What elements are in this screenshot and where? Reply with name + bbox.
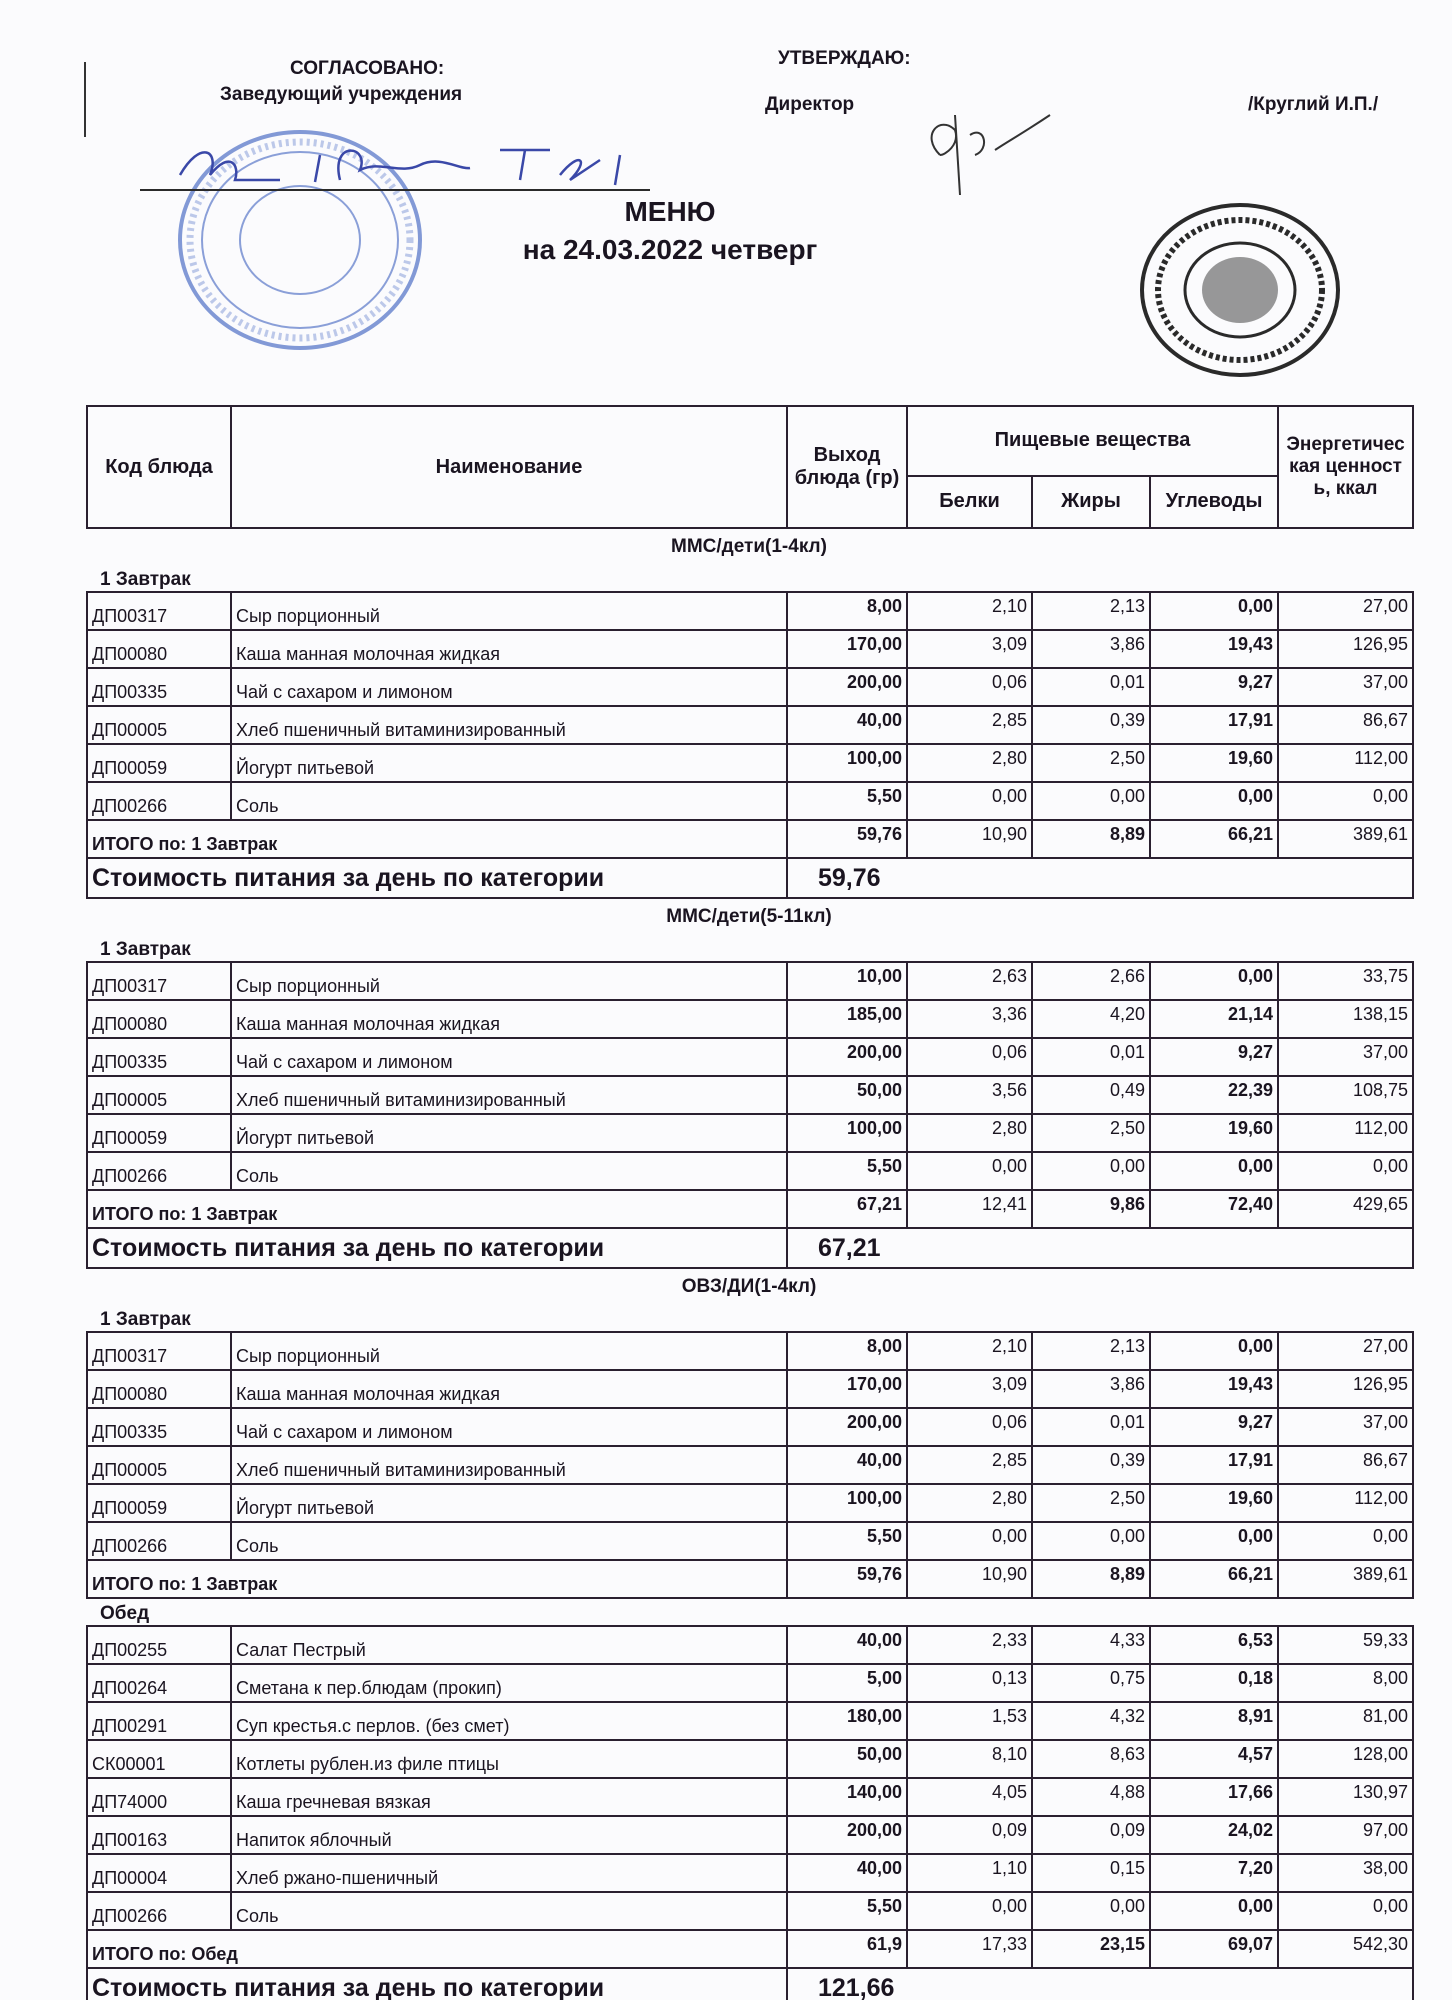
table-row [87, 1892, 1413, 1930]
dish-code: ДП00317 [87, 592, 231, 630]
dish-carbs: 9,27 [1150, 1038, 1278, 1076]
dish-fat: 2,66 [1032, 962, 1150, 1000]
dish-carbs: 9,27 [1150, 668, 1278, 706]
dish-fat: 4,32 [1032, 1702, 1150, 1740]
total-label: ИТОГО по: Обед [87, 1930, 787, 1968]
dish-carbs: 22,39 [1150, 1076, 1278, 1114]
dish-name: Соль [231, 1152, 787, 1190]
approval-left-position: Заведующий учреждения [220, 84, 463, 105]
dish-fat: 0,01 [1032, 1038, 1150, 1076]
dish-output: 100,00 [787, 1114, 907, 1152]
dish-protein: 3,09 [907, 630, 1032, 668]
dish-output: 5,50 [787, 1522, 907, 1560]
total-energy: 389,61 [1278, 820, 1413, 858]
section-title: ОВЗ/ДИ(1-4кл) [681, 1276, 817, 1297]
dish-output: 180,00 [787, 1702, 907, 1740]
total-fat: 9,86 [1032, 1190, 1150, 1228]
menu-section [86, 529, 1412, 899]
dish-fat: 0,00 [1032, 1892, 1150, 1930]
dish-code: ДП00335 [87, 1038, 231, 1076]
dish-energy: 126,95 [1278, 630, 1413, 668]
dish-fat: 0,39 [1032, 706, 1150, 744]
approval-right-position: Директор [765, 94, 855, 115]
dish-energy: 112,00 [1278, 744, 1413, 782]
dish-output: 40,00 [787, 1626, 907, 1664]
dish-output: 8,00 [787, 1332, 907, 1370]
dish-output: 5,50 [787, 1152, 907, 1190]
dish-energy: 0,00 [1278, 1892, 1413, 1930]
dish-fat: 4,88 [1032, 1778, 1150, 1816]
dish-energy: 86,67 [1278, 706, 1413, 744]
dish-name: Хлеб ржано-пшеничный [231, 1854, 787, 1892]
table-row [87, 1332, 1413, 1370]
dish-code: ДП00335 [87, 668, 231, 706]
table-row [87, 1000, 1413, 1038]
dish-protein: 1,53 [907, 1702, 1032, 1740]
table-header [86, 405, 1414, 529]
total-row [87, 1930, 1413, 1968]
dish-energy: 37,00 [1278, 1038, 1413, 1076]
total-fat: 8,89 [1032, 1560, 1150, 1598]
dish-name: Чай с сахаром и лимоном [231, 668, 787, 706]
total-row [87, 1560, 1413, 1598]
dish-name: Хлеб пшеничный витаминизированный [231, 706, 787, 744]
dish-energy: 130,97 [1278, 1778, 1413, 1816]
dish-fat: 0,00 [1032, 1152, 1150, 1190]
dish-name: Йогурт питьевой [231, 1484, 787, 1522]
dish-energy: 37,00 [1278, 1408, 1413, 1446]
dish-protein: 2,80 [907, 1114, 1032, 1152]
table-row [87, 1740, 1413, 1778]
dish-code: ДП00004 [87, 1854, 231, 1892]
dish-protein: 0,06 [907, 668, 1032, 706]
dish-output: 185,00 [787, 1000, 907, 1038]
dish-name: Сыр порционный [231, 1332, 787, 1370]
dish-name: Суп крестья.с перлов. (без смет) [231, 1702, 787, 1740]
total-label: ИТОГО по: 1 Завтрак [87, 820, 787, 858]
dish-protein: 0,00 [907, 1892, 1032, 1930]
total-energy: 542,30 [1278, 1930, 1413, 1968]
dish-output: 100,00 [787, 744, 907, 782]
total-row [87, 1190, 1413, 1228]
dish-protein: 3,56 [907, 1076, 1032, 1114]
dish-carbs: 17,91 [1150, 706, 1278, 744]
dish-code: ДП00059 [87, 744, 231, 782]
dish-protein: 0,06 [907, 1038, 1032, 1076]
dish-name: Соль [231, 782, 787, 820]
left-signature [140, 130, 660, 200]
dish-protein: 0,13 [907, 1664, 1032, 1702]
dish-fat: 0,75 [1032, 1664, 1150, 1702]
dish-code: ДП00264 [87, 1664, 231, 1702]
total-output: 67,21 [787, 1190, 907, 1228]
dish-code: ДП00005 [87, 1076, 231, 1114]
dish-protein: 0,00 [907, 782, 1032, 820]
dish-output: 40,00 [787, 1854, 907, 1892]
dish-fat: 0,00 [1032, 1522, 1150, 1560]
meal-table [86, 961, 1414, 1269]
meal-table [86, 1625, 1414, 2000]
dish-fat: 3,86 [1032, 1370, 1150, 1408]
dish-fat: 0,00 [1032, 782, 1150, 820]
dish-name: Чай с сахаром и лимоном [231, 1408, 787, 1446]
dish-carbs: 7,20 [1150, 1854, 1278, 1892]
dish-carbs: 4,57 [1150, 1740, 1278, 1778]
section-title: ММС/дети(1-4кл) [671, 536, 827, 557]
dish-protein: 0,00 [907, 1522, 1032, 1560]
dish-name: Чай с сахаром и лимоном [231, 1038, 787, 1076]
dish-carbs: 0,00 [1150, 1892, 1278, 1930]
black-stamp [1130, 195, 1350, 385]
dish-energy: 138,15 [1278, 1000, 1413, 1038]
dish-energy: 27,00 [1278, 592, 1413, 630]
dish-code: ДП00266 [87, 1522, 231, 1560]
dish-code: ДП00059 [87, 1114, 231, 1152]
dish-energy: 128,00 [1278, 1740, 1413, 1778]
total-output: 59,76 [787, 1560, 907, 1598]
table-row [87, 962, 1413, 1000]
header-code: Код блюда [87, 406, 231, 528]
total-output: 59,76 [787, 820, 907, 858]
dish-code: ДП00163 [87, 1816, 231, 1854]
total-carbs: 66,21 [1150, 1560, 1278, 1598]
meal-label: 1 Завтрак [100, 569, 191, 590]
dish-protein: 0,00 [907, 1152, 1032, 1190]
table-row [87, 1816, 1413, 1854]
dish-protein: 1,10 [907, 1854, 1032, 1892]
meal-label: Обед [100, 1603, 150, 1624]
dish-protein: 2,63 [907, 962, 1032, 1000]
dish-name: Каша манная молочная жидкая [231, 1000, 787, 1038]
dish-protein: 4,05 [907, 1778, 1032, 1816]
approval-right-name: /Круглий И.П./ [1248, 94, 1379, 115]
dish-energy: 37,00 [1278, 668, 1413, 706]
menu-section [86, 899, 1412, 1269]
total-protein: 10,90 [907, 820, 1032, 858]
total-protein: 10,90 [907, 1560, 1032, 1598]
dish-code: ДП00255 [87, 1626, 231, 1664]
dish-carbs: 9,27 [1150, 1408, 1278, 1446]
dish-code: ДП74000 [87, 1778, 231, 1816]
dish-carbs: 19,43 [1150, 1370, 1278, 1408]
section-title: ММС/дети(5-11кл) [666, 906, 832, 927]
dish-protein: 2,10 [907, 592, 1032, 630]
meal-table [86, 1331, 1414, 1599]
dish-code: ДП00005 [87, 1446, 231, 1484]
dish-code: ДП00266 [87, 782, 231, 820]
total-protein: 17,33 [907, 1930, 1032, 1968]
approval-right-heading: УТВЕРЖДАЮ: [778, 48, 911, 69]
dish-output: 170,00 [787, 1370, 907, 1408]
dish-code: ДП00080 [87, 1000, 231, 1038]
table-row [87, 1702, 1413, 1740]
meal-label: 1 Завтрак [100, 1309, 191, 1330]
dish-fat: 8,63 [1032, 1740, 1150, 1778]
dish-name: Каша гречневая вязкая [231, 1778, 787, 1816]
dish-output: 100,00 [787, 1484, 907, 1522]
table-row [87, 1038, 1413, 1076]
table-row [87, 1370, 1413, 1408]
cost-row [87, 1228, 1413, 1268]
total-label: ИТОГО по: 1 Завтрак [87, 1190, 787, 1228]
dish-protein: 3,36 [907, 1000, 1032, 1038]
dish-name: Каша манная молочная жидкая [231, 630, 787, 668]
dish-protein: 3,09 [907, 1370, 1032, 1408]
dish-fat: 0,01 [1032, 668, 1150, 706]
dish-energy: 33,75 [1278, 962, 1413, 1000]
dish-fat: 2,13 [1032, 592, 1150, 630]
dish-energy: 126,95 [1278, 1370, 1413, 1408]
cost-row [87, 858, 1413, 898]
document-title: МЕНЮ [624, 196, 716, 227]
header-fat: Жиры [1032, 476, 1150, 528]
dish-name: Йогурт питьевой [231, 1114, 787, 1152]
cost-label: Стоимость питания за день по категории [87, 1228, 787, 1268]
total-fat: 8,89 [1032, 820, 1150, 858]
dish-protein: 2,33 [907, 1626, 1032, 1664]
margin-line [84, 62, 86, 137]
dish-output: 140,00 [787, 1778, 907, 1816]
dish-energy: 38,00 [1278, 1854, 1413, 1892]
dish-name: Соль [231, 1522, 787, 1560]
dish-protein: 2,10 [907, 1332, 1032, 1370]
cost-value: 59,76 [787, 858, 1413, 898]
table-row [87, 1408, 1413, 1446]
dish-output: 200,00 [787, 1038, 907, 1076]
dish-fat: 3,86 [1032, 630, 1150, 668]
total-energy: 389,61 [1278, 1560, 1413, 1598]
table-row [87, 706, 1413, 744]
dish-name: Сыр порционный [231, 962, 787, 1000]
dish-fat: 2,50 [1032, 744, 1150, 782]
director-signature [900, 95, 1070, 205]
dish-protein: 8,10 [907, 1740, 1032, 1778]
table-row [87, 1522, 1413, 1560]
dish-code: ДП00317 [87, 1332, 231, 1370]
dish-energy: 81,00 [1278, 1702, 1413, 1740]
dish-fat: 0,39 [1032, 1446, 1150, 1484]
dish-output: 10,00 [787, 962, 907, 1000]
table-row [87, 782, 1413, 820]
dish-protein: 0,09 [907, 1816, 1032, 1854]
dish-name: Соль [231, 1892, 787, 1930]
total-carbs: 66,21 [1150, 820, 1278, 858]
total-row [87, 820, 1413, 858]
dish-output: 5,50 [787, 1892, 907, 1930]
dish-carbs: 19,43 [1150, 630, 1278, 668]
dish-protein: 2,80 [907, 744, 1032, 782]
cost-value: 67,21 [787, 1228, 1413, 1268]
dish-fat: 0,49 [1032, 1076, 1150, 1114]
dish-fat: 0,01 [1032, 1408, 1150, 1446]
dish-output: 170,00 [787, 630, 907, 668]
dish-carbs: 21,14 [1150, 1000, 1278, 1038]
dish-output: 40,00 [787, 706, 907, 744]
dish-carbs: 19,60 [1150, 1484, 1278, 1522]
dish-energy: 0,00 [1278, 782, 1413, 820]
total-carbs: 69,07 [1150, 1930, 1278, 1968]
table-row [87, 1446, 1413, 1484]
dish-code: ДП00266 [87, 1892, 231, 1930]
dish-output: 50,00 [787, 1740, 907, 1778]
dish-output: 200,00 [787, 1408, 907, 1446]
table-row [87, 1114, 1413, 1152]
dish-protein: 2,80 [907, 1484, 1032, 1522]
table-row [87, 1626, 1413, 1664]
table-row [87, 1854, 1413, 1892]
dish-protein: 2,85 [907, 706, 1032, 744]
table-row [87, 668, 1413, 706]
total-output: 61,9 [787, 1930, 907, 1968]
header-output: Выход блюда (гр) [787, 406, 907, 528]
dish-code: ДП00317 [87, 962, 231, 1000]
dish-carbs: 0,18 [1150, 1664, 1278, 1702]
dish-energy: 97,00 [1278, 1816, 1413, 1854]
menu-section [86, 1269, 1412, 2000]
dish-name: Салат Пестрый [231, 1626, 787, 1664]
dish-code: ДП00266 [87, 1152, 231, 1190]
dish-code: ДП00059 [87, 1484, 231, 1522]
dish-carbs: 6,53 [1150, 1626, 1278, 1664]
dish-output: 8,00 [787, 592, 907, 630]
dish-energy: 27,00 [1278, 1332, 1413, 1370]
dish-code: СК00001 [87, 1740, 231, 1778]
dish-energy: 108,75 [1278, 1076, 1413, 1114]
dish-carbs: 17,91 [1150, 1446, 1278, 1484]
dish-fat: 2,50 [1032, 1114, 1150, 1152]
dish-name: Хлеб пшеничный витаминизированный [231, 1076, 787, 1114]
dish-carbs: 8,91 [1150, 1702, 1278, 1740]
dish-carbs: 0,00 [1150, 1152, 1278, 1190]
dish-code: ДП00080 [87, 1370, 231, 1408]
dish-name: Напиток яблочный [231, 1816, 787, 1854]
cost-label: Стоимость питания за день по категории [87, 858, 787, 898]
dish-carbs: 19,60 [1150, 744, 1278, 782]
dish-fat: 2,13 [1032, 1332, 1150, 1370]
meal-label: 1 Завтрак [100, 939, 191, 960]
cost-row [87, 1968, 1413, 2000]
dish-name: Йогурт питьевой [231, 744, 787, 782]
menu-table [86, 405, 1412, 2000]
header-name: Наименование [231, 406, 787, 528]
dish-output: 200,00 [787, 668, 907, 706]
header-nutrients: Пищевые вещества [907, 406, 1278, 476]
dish-carbs: 19,60 [1150, 1114, 1278, 1152]
total-energy: 429,65 [1278, 1190, 1413, 1228]
dish-carbs: 24,02 [1150, 1816, 1278, 1854]
meal-table [86, 591, 1414, 899]
table-row [87, 592, 1413, 630]
dish-energy: 86,67 [1278, 1446, 1413, 1484]
dish-name: Сыр порционный [231, 592, 787, 630]
table-row [87, 630, 1413, 668]
dish-code: ДП00080 [87, 630, 231, 668]
dish-output: 5,50 [787, 782, 907, 820]
dish-carbs: 17,66 [1150, 1778, 1278, 1816]
dish-name: Хлеб пшеничный витаминизированный [231, 1446, 787, 1484]
dish-energy: 59,33 [1278, 1626, 1413, 1664]
dish-code: ДП00005 [87, 706, 231, 744]
total-carbs: 72,40 [1150, 1190, 1278, 1228]
dish-protein: 2,85 [907, 1446, 1032, 1484]
dish-output: 5,00 [787, 1664, 907, 1702]
dish-output: 200,00 [787, 1816, 907, 1854]
dish-name: Каша манная молочная жидкая [231, 1370, 787, 1408]
table-row [87, 1778, 1413, 1816]
cost-label: Стоимость питания за день по категории [87, 1968, 787, 2000]
dish-energy: 0,00 [1278, 1152, 1413, 1190]
dish-output: 40,00 [787, 1446, 907, 1484]
dish-fat: 4,33 [1032, 1626, 1150, 1664]
dish-code: ДП00291 [87, 1702, 231, 1740]
table-row [87, 1076, 1413, 1114]
dish-output: 50,00 [787, 1076, 907, 1114]
dish-carbs: 0,00 [1150, 1332, 1278, 1370]
dish-carbs: 0,00 [1150, 962, 1278, 1000]
dish-name: Сметана к пер.блюдам (прокип) [231, 1664, 787, 1702]
table-row [87, 744, 1413, 782]
total-fat: 23,15 [1032, 1930, 1150, 1968]
dish-energy: 0,00 [1278, 1522, 1413, 1560]
dish-carbs: 0,00 [1150, 1522, 1278, 1560]
total-protein: 12,41 [907, 1190, 1032, 1228]
dish-fat: 4,20 [1032, 1000, 1150, 1038]
dish-code: ДП00335 [87, 1408, 231, 1446]
dish-protein: 0,06 [907, 1408, 1032, 1446]
document-date: на 24.03.2022 четверг [522, 234, 818, 265]
dish-name: Котлеты рублен.из филе птицы [231, 1740, 787, 1778]
header-carbs: Углеводы [1150, 476, 1278, 528]
dish-carbs: 0,00 [1150, 592, 1278, 630]
table-row [87, 1484, 1413, 1522]
dish-fat: 0,09 [1032, 1816, 1150, 1854]
dish-fat: 2,50 [1032, 1484, 1150, 1522]
header-protein: Белки [907, 476, 1032, 528]
dish-energy: 112,00 [1278, 1484, 1413, 1522]
table-row [87, 1152, 1413, 1190]
total-label: ИТОГО по: 1 Завтрак [87, 1560, 787, 1598]
dish-energy: 112,00 [1278, 1114, 1413, 1152]
approval-left-heading: СОГЛАСОВАНО: [290, 58, 445, 79]
dish-carbs: 0,00 [1150, 782, 1278, 820]
cost-value: 121,66 [787, 1968, 1413, 2000]
table-row [87, 1664, 1413, 1702]
dish-fat: 0,15 [1032, 1854, 1150, 1892]
header-energy: Энергетическая ценность, ккал [1278, 406, 1413, 528]
dish-energy: 8,00 [1278, 1664, 1413, 1702]
